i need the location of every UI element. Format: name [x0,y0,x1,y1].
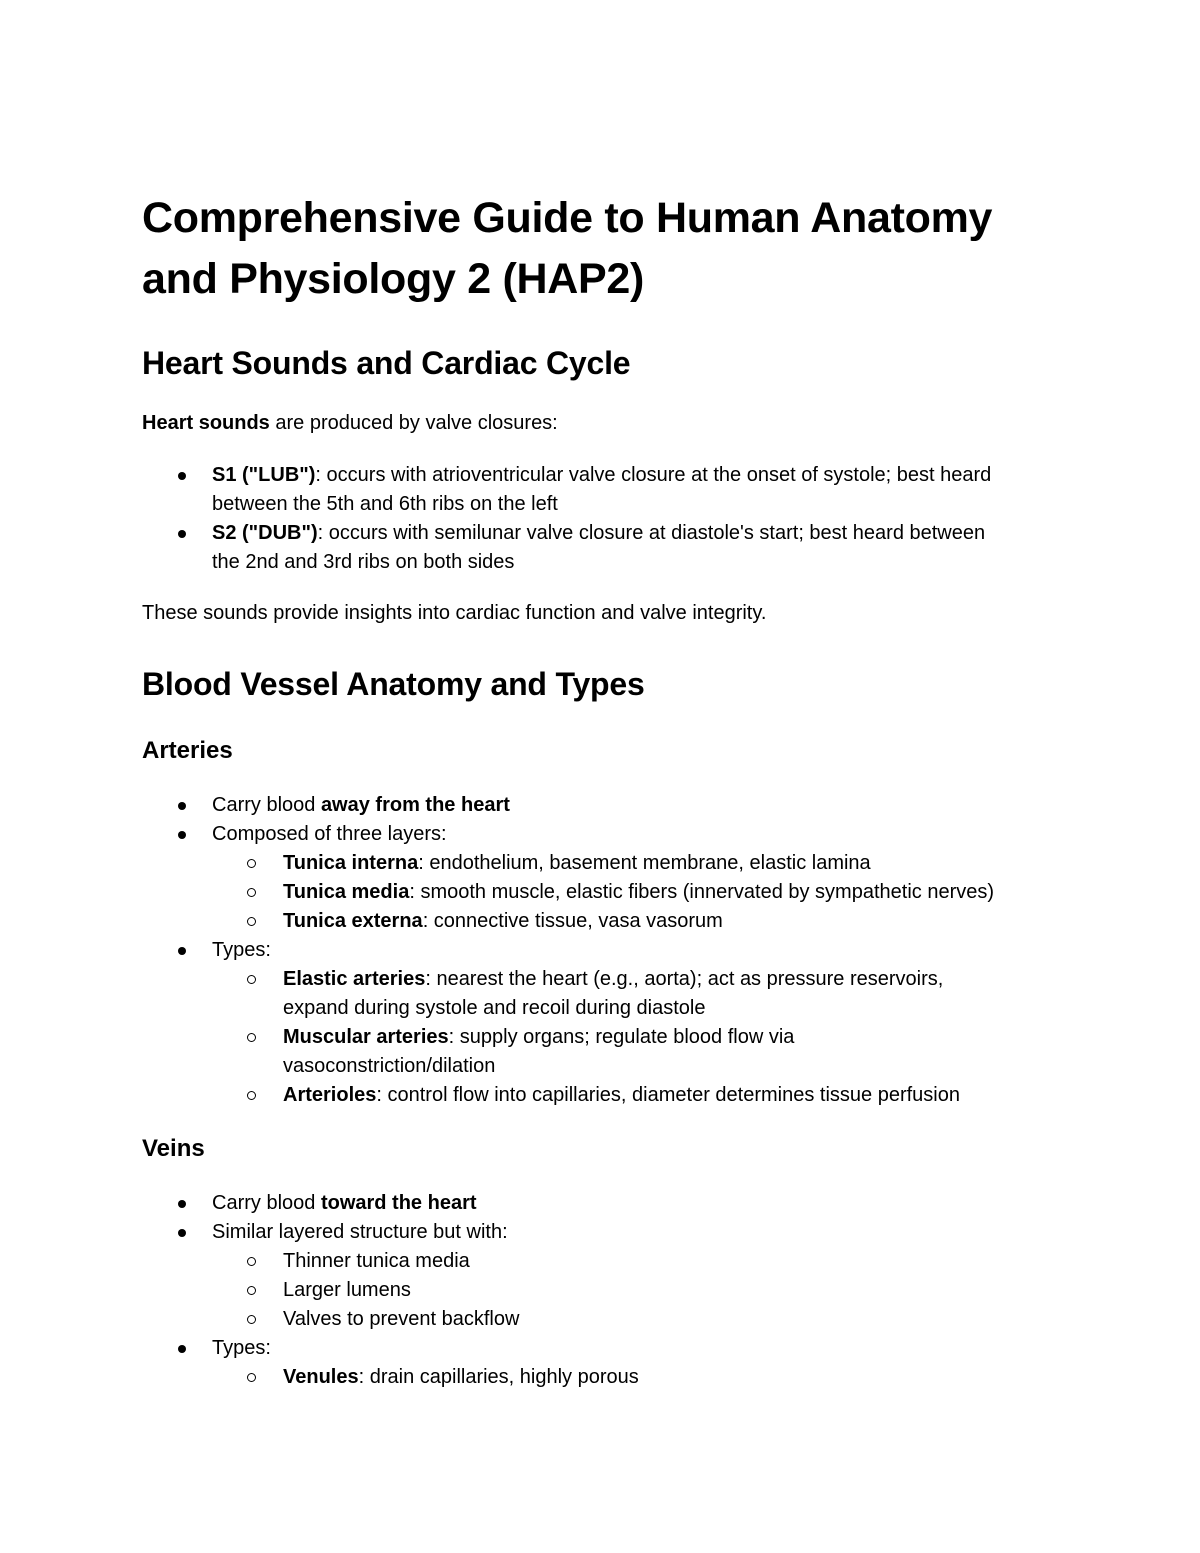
hollow-bullet-icon [247,1373,256,1382]
list-item-arterioles: Arterioles: control flow into capillaries, diameter determines tissue perfusion [142,1081,1072,1110]
heart-sounds-intro [142,409,558,438]
bullet-icon [178,530,186,538]
heading-heart-sounds: Heart Sounds and Cardiac Cycle [142,345,631,381]
bullet-icon [178,802,186,810]
list-item-s2: S2 ("DUB"): occurs with semilunar valve closure at diastole's start; best heard between the 2nd and 3rd ribs on both sides [142,519,1072,577]
document-title: Comprehensive Guide to Human Anatomy and Physiology 2 (HAP2) [142,194,993,303]
bullet-icon [178,1345,186,1353]
hollow-bullet-icon [247,1315,256,1324]
heading-veins: Veins [142,1135,205,1162]
hollow-bullet-icon [247,859,256,868]
intro-rest: are produced by valve closures: [269,412,558,434]
heading-arteries: Arteries [142,737,233,764]
hollow-bullet-icon [247,1286,256,1295]
list-item: Composed of three layers: [142,820,1072,849]
list-item-elastic-arteries: Elastic arteries: nearest the heart (e.g., aorta); act as pressure reservoirs, expand during systole and recoil during diastole [142,965,1072,1023]
list-item: Thinner tunica media [142,1247,1072,1276]
list-item-tunica-interna: Tunica interna: endothelium, basement membrane, elastic lamina [142,849,1072,878]
bullet-icon [178,1200,186,1208]
hollow-bullet-icon [247,1091,256,1100]
list-item: Carry blood toward the heart [142,1189,1072,1218]
heart-sounds-closing: These sounds provide insights into cardiac function and valve integrity. [142,602,767,624]
list-item: Valves to prevent backflow [142,1305,1072,1334]
list-item: Types: [142,1334,1072,1363]
list-item-tunica-externa: Tunica externa: connective tissue, vasa vasorum [142,907,1072,936]
bullet-icon [178,472,186,480]
hollow-bullet-icon [247,888,256,897]
intro-bold: Heart sounds [142,412,270,434]
hollow-bullet-icon [247,975,256,984]
list-item: Carry blood away from the heart [142,791,1072,820]
bullet-icon [178,947,186,955]
list-item: Types: [142,936,1072,965]
list-item-tunica-media: Tunica media: smooth muscle, elastic fibers (innervated by sympathetic nerves) [142,878,1072,907]
list-item: Similar layered structure but with: [142,1218,1072,1247]
bullet-icon [178,831,186,839]
list-item-s1: S1 ("LUB"): occurs with atrioventricular valve closure at the onset of systole; best heard between the 5th and 6th ribs on the left [142,461,1072,519]
bullet-icon [178,1229,186,1237]
arteries-list [142,791,1072,1110]
list-item: Larger lumens [142,1276,1072,1305]
heading-blood-vessels: Blood Vessel Anatomy and Types [142,666,645,702]
list-item-muscular-arteries: Muscular arteries: supply organs; regulate blood flow via vasoconstriction/dilation [142,1023,1072,1081]
veins-list [142,1189,1072,1392]
hollow-bullet-icon [247,917,256,926]
list-item-venules: Venules: drain capillaries, highly porous [142,1363,1072,1392]
heart-sounds-list [142,461,1072,577]
hollow-bullet-icon [247,1257,256,1266]
hollow-bullet-icon [247,1033,256,1042]
